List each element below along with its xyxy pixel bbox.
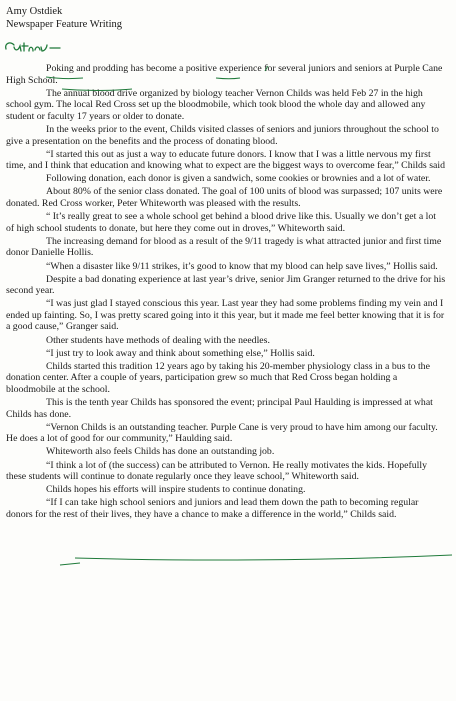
article-paragraph: The annual blood drive organized by biology teacher Vernon Childs was held Feb 27 in the high school gym. The local Red Cross set up the bloodmobile, which took blood the whole day and allowed any student or faculty 17 years or older to donate. [6, 87, 426, 122]
article-paragraph: Despite a bad donating experience at last year’s drive, senior Jim Granger returned to the drive for his second year. [6, 273, 446, 297]
article-paragraph: “If I can take high school seniors and juniors and lead them down the path to becoming regular donors for the rest of their lives, they have a chance to make a difference in the world,” Childs said. [6, 497, 419, 520]
handwritten-margin-note [2, 35, 92, 57]
article-paragraph: Childs started this tradition 12 years ago by taking his 20-member physiology class in a bus to the donation center. After a couple of years, participation grew so much that Red Cross began holding a bloodmobile at the school. [6, 360, 430, 395]
article-paragraph: “ It’s really great to see a whole school get behind a blood drive like this. Usually we don’t get a lot of high school students to donate, but here they come out in droves,” Whiteworth said. [6, 211, 436, 234]
article-body [6, 63, 446, 522]
course-title: Newspaper Feature Writing [6, 19, 123, 30]
article-paragraph: Other students have methods of dealing with the needles. [46, 334, 270, 346]
document-header [6, 5, 122, 31]
article-paragraph: “I think a lot of (the success) can be attributed to Vernon. He really motivates the kids. Hopefully these students will continue to donate regularly once they leave school,” Whiteworth said. [6, 459, 427, 483]
article-paragraph: “When a disaster like 9/11 strikes, it’s good to know that my blood can help save lives,” Hollis said. [46, 260, 438, 272]
article-paragraph: “I just try to look away and think about something else,” Hollis said. [46, 347, 315, 359]
article-paragraph: “I was just glad I stayed conscious this year. Last year they had some problems finding my vein and I ended up fainting. So, I was pretty scared going into it this year, but it made me feel better knowing that it is for a good cause,” Granger said. [6, 298, 445, 333]
article-paragraph: “I started this out as just a way to educate future donors. I know that I was a little nervous my first time, and I think that education and knowing what to expect are the biggest ways to overcome fear,” Childs said [6, 148, 445, 172]
article-paragraph: In the weeks prior to the event, Childs visited classes of seniors and juniors throughout the school to give a presentation on the benefits and the process of donating blood. [6, 123, 439, 147]
article-paragraph: Poking and prodding has become a positive experience for several juniors and seniors at Purple Cane High School. [6, 63, 443, 86]
article-paragraph: About 80% of the senior class donated. The goal of 100 units of blood was surpassed; 107 units were donated. Red Cross worker, Peter Whiteworth was pleased with the results. [6, 186, 443, 210]
article-paragraph: Childs hopes his efforts will inspire students to continue donating. [46, 484, 306, 496]
article-paragraph: Following donation, each donor is given a sandwich, some cookies or brownies and a lot of water. [46, 173, 431, 185]
article-paragraph: This is the tenth year Childs has sponsored the event; principal Paul Haulding is impressed at what Childs has done. [6, 397, 433, 420]
article-paragraph: The increasing demand for blood as a result of the 9/11 tragedy is what attracted junior and first time donor Danielle Hollis. [6, 235, 442, 259]
article-paragraph: “Vernon Childs is an outstanding teacher. Purple Cane is very proud to have him among our faculty. He does a lot of good for our community,” Haulding said. [6, 421, 438, 445]
author-name: Amy Ostdiek [6, 6, 63, 17]
article-paragraph: Whiteworth also feels Childs has done an outstanding job. [46, 446, 275, 458]
